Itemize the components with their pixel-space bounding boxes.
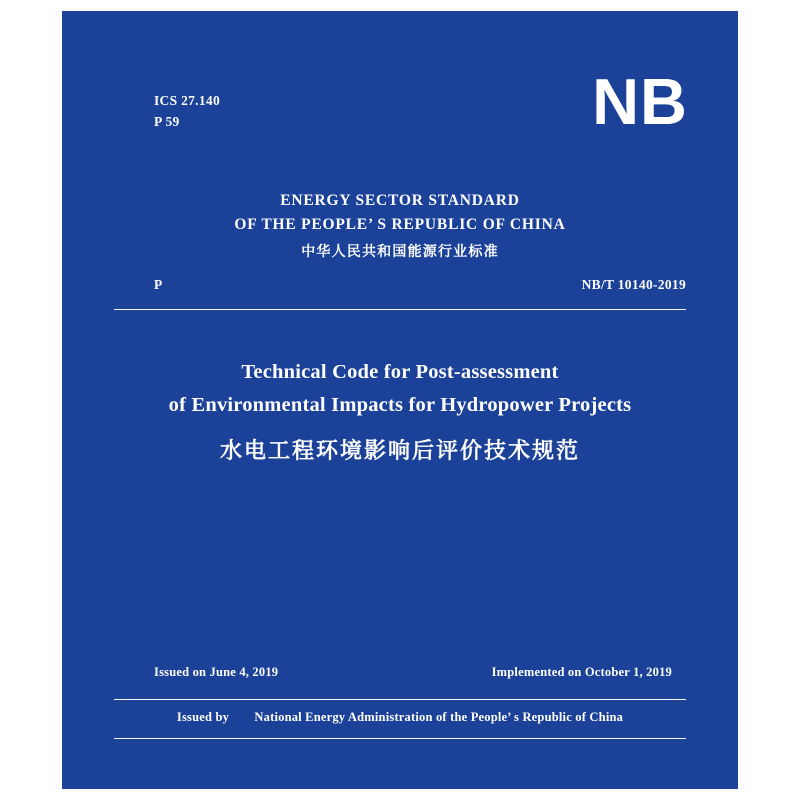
cover-header-block: [62, 11, 738, 309]
issued-on-date: Issued on June 4, 2019: [154, 665, 279, 679]
nb-logo: NB: [592, 65, 688, 138]
implemented-on-date: Implemented on October 1, 2019: [491, 665, 672, 679]
divider-top: [114, 309, 686, 310]
category-letter: P: [154, 277, 163, 292]
title-english-line-1: Technical Code for Post-assessment: [241, 361, 559, 383]
dates-row: [154, 665, 672, 680]
divider-bottom: [114, 738, 686, 739]
cover-title-block: [62, 356, 738, 465]
standard-number: NB/T 10140-2019: [581, 277, 686, 292]
issued-by-label: Issued by: [176, 710, 230, 724]
divider-middle: [114, 699, 686, 700]
class-code: P 59: [154, 114, 180, 129]
classification-codes: [154, 90, 220, 132]
issued-by-row: [62, 710, 738, 725]
standard-issuer-title: [62, 189, 738, 261]
standard-code-row: [154, 277, 686, 293]
ics-code: ICS 27.140: [154, 93, 221, 108]
title-chinese: 水电工程环境影响后评价技术规范: [219, 439, 580, 464]
issued-by-organization: National Energy Administration of the People’ s Republic of China: [254, 710, 624, 724]
title-english-line-2: of Environmental Impacts for Hydropower Projects: [168, 394, 632, 416]
standard-title-line-1: ENERGY SECTOR STANDARD: [280, 192, 520, 209]
standard-title-chinese: 中华人民共和国能源行业标准: [301, 244, 499, 260]
standard-title-line-2: OF THE PEOPLE’ S REPUBLIC OF CHINA: [234, 216, 566, 233]
standard-cover: [62, 11, 738, 789]
